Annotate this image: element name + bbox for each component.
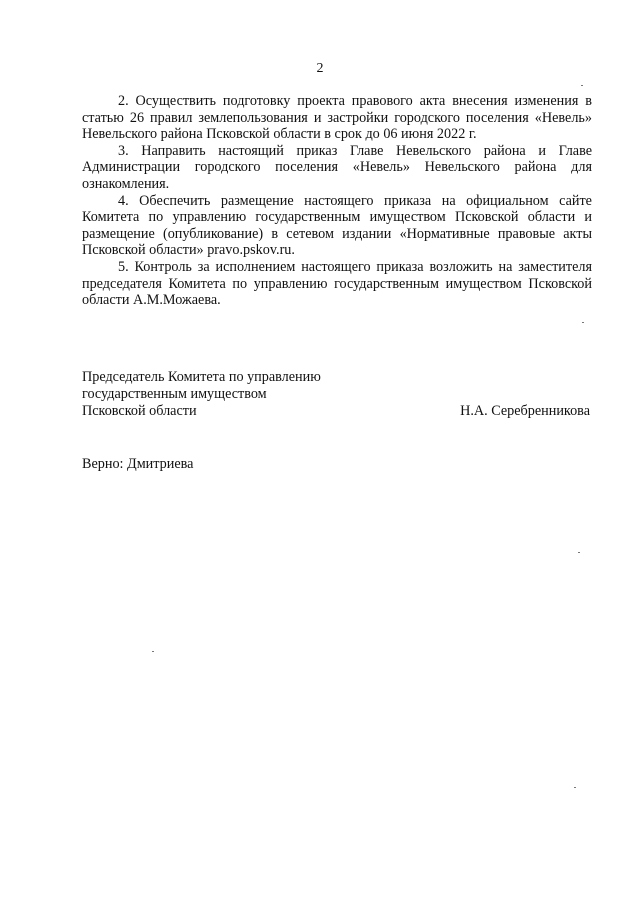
scan-speck <box>581 85 583 86</box>
scan-speck <box>574 787 576 788</box>
scan-speck <box>578 552 580 553</box>
scan-speck <box>152 651 154 652</box>
page-number: 2 <box>316 61 324 76</box>
signatory-title: Председатель Комитета по управлению государственным имуществом Псковской области <box>82 369 321 419</box>
signature-block <box>82 369 592 420</box>
paragraph-4: 4. Обеспечить размещение настоящего приказа на официальном сайте Комитета по управлению государственным имуществом Псковской области и размещение (опубликование) в сетевом издании «Нормативные правовые акты Псковской области» pravo.pskov.ru. <box>82 192 592 259</box>
signatory-name: Н.А. Серебренникова <box>460 403 590 419</box>
paragraph-5: 5. Контроль за исполнением настоящего приказа возложить на заместителя председателя Комитета по управлению государственным имуществом Псковской области А.М.Можаева. <box>82 258 592 309</box>
scan-speck <box>582 322 584 323</box>
paragraph-3: 3. Направить настоящий приказ Главе Невельского района и Главе Администрации городского поселения «Невель» Невельского района для ознакомления. <box>82 142 592 192</box>
order-text <box>82 93 592 309</box>
paragraph-2: 2. Осуществить подготовку проекта правового акта внесения изменения в статью 26 правил землепользования и застройки городского поселения «Невель» Невельского района Псковской области в срок до 06 июня 2022 г. <box>82 93 592 143</box>
certified-copy-note: Верно: Дмитриева <box>82 456 194 472</box>
